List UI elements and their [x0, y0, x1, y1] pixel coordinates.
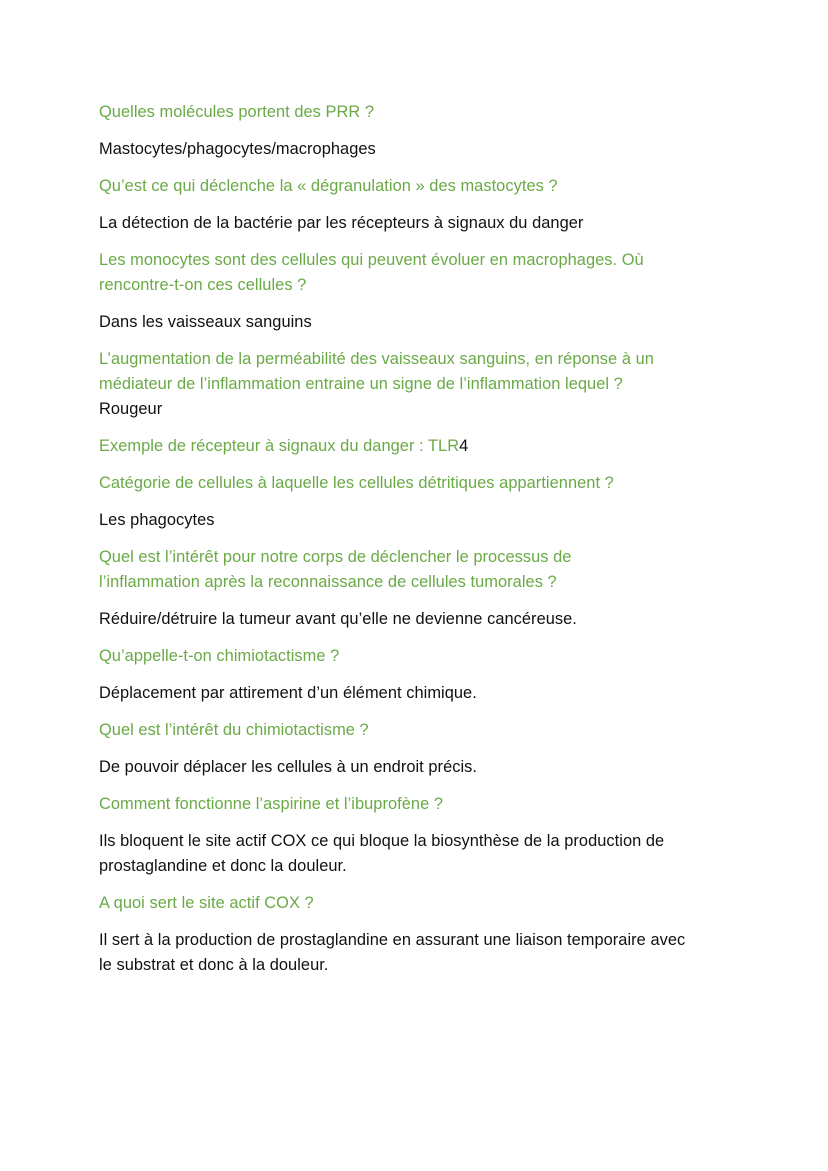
answer-7: Réduire/détruire la tumeur avant qu’elle ne devienne cancéreuse.: [99, 610, 577, 628]
answer-4: Rougeur: [99, 400, 163, 418]
question-3: Les monocytes sont des cellules qui peuvent évoluer en macrophages. Où rencontre-t-on ces cellules ?: [99, 251, 644, 294]
question-2: Qu’est ce qui déclenche la « dégranulation » des mastocytes ?: [99, 177, 558, 195]
answer-3: Dans les vaisseaux sanguins: [99, 313, 312, 331]
answer-9: De pouvoir déplacer les cellules à un endroit précis.: [99, 758, 478, 776]
answer-10: Ils bloquent le site actif COX ce qui bloque la biosynthèse de la production de prostaglandine et donc la douleur.: [99, 832, 665, 875]
question-8: Qu’appelle-t-on chimiotactisme ?: [99, 647, 340, 665]
answer-6: Les phagocytes: [99, 511, 215, 529]
question-6: Catégorie de cellules à laquelle les cellules détritiques appartiennent ?: [99, 474, 614, 492]
question-10: Comment fonctionne l’aspirine et l’ibuprofène ?: [99, 795, 444, 813]
question-9: Quel est l’intérêt du chimiotactisme ?: [99, 721, 369, 739]
answer-2: La détection de la bactérie par les récepteurs à signaux du danger: [99, 214, 584, 232]
question-1: Quelles molécules portent des PRR ?: [99, 103, 375, 121]
answer-8: Déplacement par attirement d’un élément chimique.: [99, 684, 477, 702]
question-11: A quoi sert le site actif COX ?: [99, 894, 314, 912]
question-5: Exemple de récepteur à signaux du danger : TLR: [99, 437, 460, 455]
qa-line-5: [99, 434, 728, 459]
answer-5: 4: [459, 437, 469, 455]
question-7: Quel est l’intérêt pour notre corps de déclencher le processus de l’inflammation après la reconnaissance de cellules tumorales ?: [99, 548, 572, 591]
answer-11: Il sert à la production de prostaglandine en assurant une liaison temporaire avec le substrat et donc à la douleur.: [99, 931, 686, 974]
answer-1: Mastocytes/phagocytes/macrophages: [99, 140, 376, 158]
question-4: L’augmentation de la perméabilité des vaisseaux sanguins, en réponse à un médiateur de l’inflammation entraine un signe de l’inflammation lequel ?: [99, 350, 654, 393]
